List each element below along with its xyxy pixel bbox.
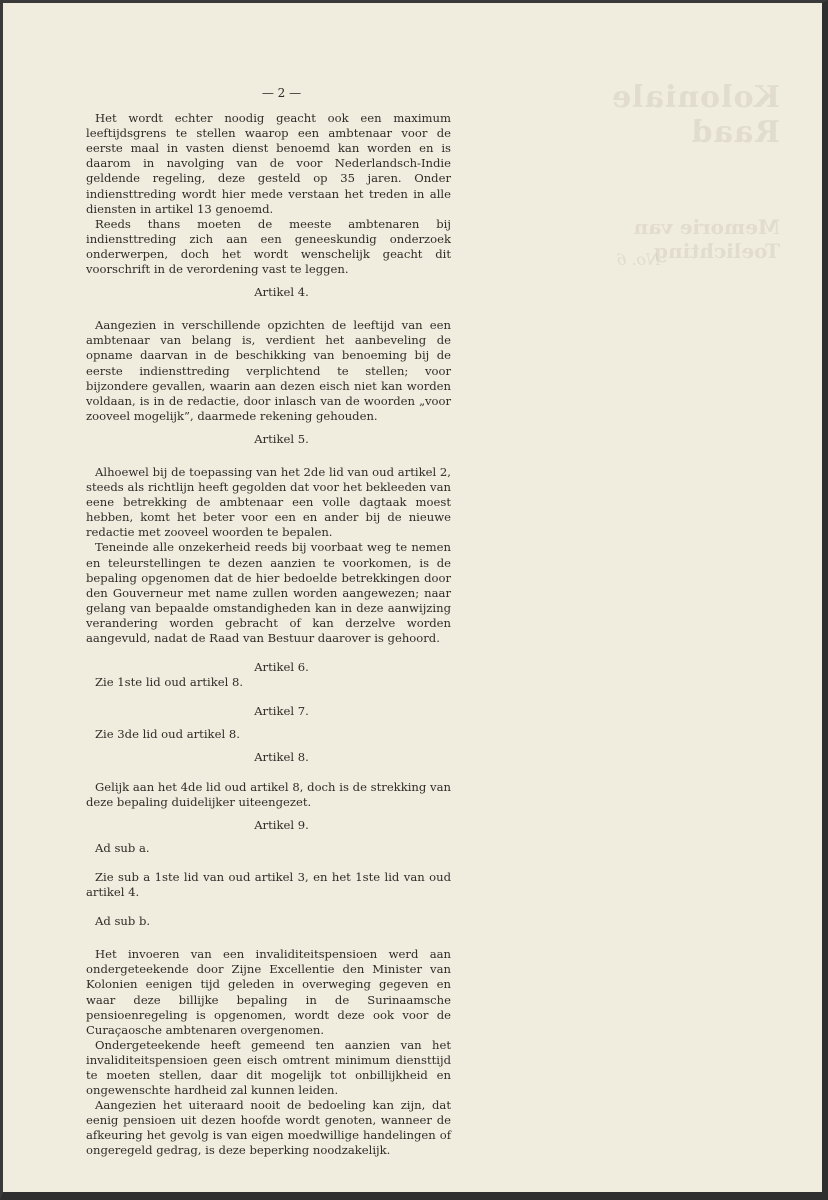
bleed-line-2: Memorie van Toelichting [633, 215, 780, 263]
paragraph: Ad sub b. [95, 914, 151, 929]
paragraph: Teneinde alle onzekerheid reeds bij voorbaat weg te nemen en teleurstellingen te dezen aanzien te voorkomen, is de bepaling opgenomen dat de hier bedoelde betrekkingen door den Gouverneur met name zullen worden aangewezen; naar gelang van bepaalde omstandigheden kan in deze aanwijzing verandering worden gebracht of kan derzelve worden aangevuld, nadat de Raad van Bestuur daarover is gehoord. [86, 540, 451, 645]
bleed-line-3: No. 6 [616, 250, 660, 269]
article-heading: Artikel 7. [254, 704, 309, 719]
paragraph: Zie 1ste lid oud artikel 8. [95, 675, 244, 690]
article-heading: Artikel 8. [254, 750, 309, 765]
paragraph: Alhoewel bij de toepassing van het 2de lid van oud artikel 2, steeds als richtlijn heeft gegolden dat voor het bekleeden van eene betrekking de ambtenaar een volle dagtaak moest hebben, komt het beter voor een en ander bij de nieuwe redactie met zooveel woorden te bepalen. [86, 464, 451, 540]
paragraph: Ondergeteekende heeft gemeend ten aanzien van het invaliditeitspensioen geen eisch omtrent minimum diensttijd te moeten stellen, daar dit mogelijk tot onbillijkheid en ongewenschte hardheid zal kunnen leiden. [86, 1037, 451, 1098]
text-column [86, 86, 451, 1159]
paragraph: Zie 3de lid oud artikel 8. [95, 727, 240, 742]
paragraph: Gelijk aan het 4de lid oud artikel 8, doch is de strekking van deze bepaling duidelijker uiteengezet. [86, 779, 451, 809]
paragraph: Ad sub a. [95, 840, 150, 855]
article-heading: Artikel 4. [254, 285, 309, 300]
bleed-line-1: Koloniale Raad [611, 80, 780, 150]
paragraph: Het wordt echter noodig geacht ook een maximum leeftijdsgrens te stellen waarop een ambtenaar voor de eerste maal in vasten dienst benoemd kan worden en is daarom in navolging van de voor Nederlandsch-Indie geldende regeling, deze gesteld op 35 jaren. Onder indiensttreding wordt hier mede verstaan het treden in alle diensten in artikel 13 genoemd. [86, 111, 451, 216]
paragraph: Reeds thans moeten de meeste ambtenaren bij indiensttreding zich aan een geneeskundig onderzoek onderwerpen, doch het wordt wenschelijk geacht dit voorschrift in de verordening vast te leggen. [86, 216, 451, 277]
article-heading: Artikel 5. [254, 431, 309, 446]
paragraph: Het invoeren van een invaliditeitspensioen werd aan ondergeteekende door Zijne Excellentie den Minister van Kolonien eenigen tijd geleden in overweging gegeven en waar deze billijke bepaling in de Surinaamsche pensioenregeling is opgenomen, wordt deze ook voor de Curaçaosche ambtenaren overgenomen. [86, 947, 451, 1037]
article-heading: Artikel 9. [254, 817, 309, 832]
paragraph: Zie sub a 1ste lid van oud artikel 3, en het 1ste lid van oud artikel 4. [86, 869, 451, 900]
bleed-through-text [520, 80, 780, 280]
page-number: — 2 — [261, 86, 302, 100]
paragraph: Aangezien in verschillende opzichten de leeftijd van een ambtenaar van belang is, verdient het aanbeveling de opname daarvan in de beschikking van benoeming bij de eerste indiensttreding verplichtend te stellen; voor bijzondere gevallen, waarin aan dezen eisch niet kan worden voldaan, is in de redactie, door inlasch van de woorden „voor zooveel mogelijk”, daarmede rekening gehouden. [86, 318, 451, 423]
article-heading: Artikel 6. [254, 660, 309, 675]
paragraph: Aangezien het uiteraard nooit de bedoeling kan zijn, dat eenig pensioen uit dezen hoofde wordt genoten, wanneer de afkeuring het gevolg is van eigen moedwillige handelingen of ongeregeld gedrag, is deze beperking noodzakelijk. [86, 1098, 451, 1158]
